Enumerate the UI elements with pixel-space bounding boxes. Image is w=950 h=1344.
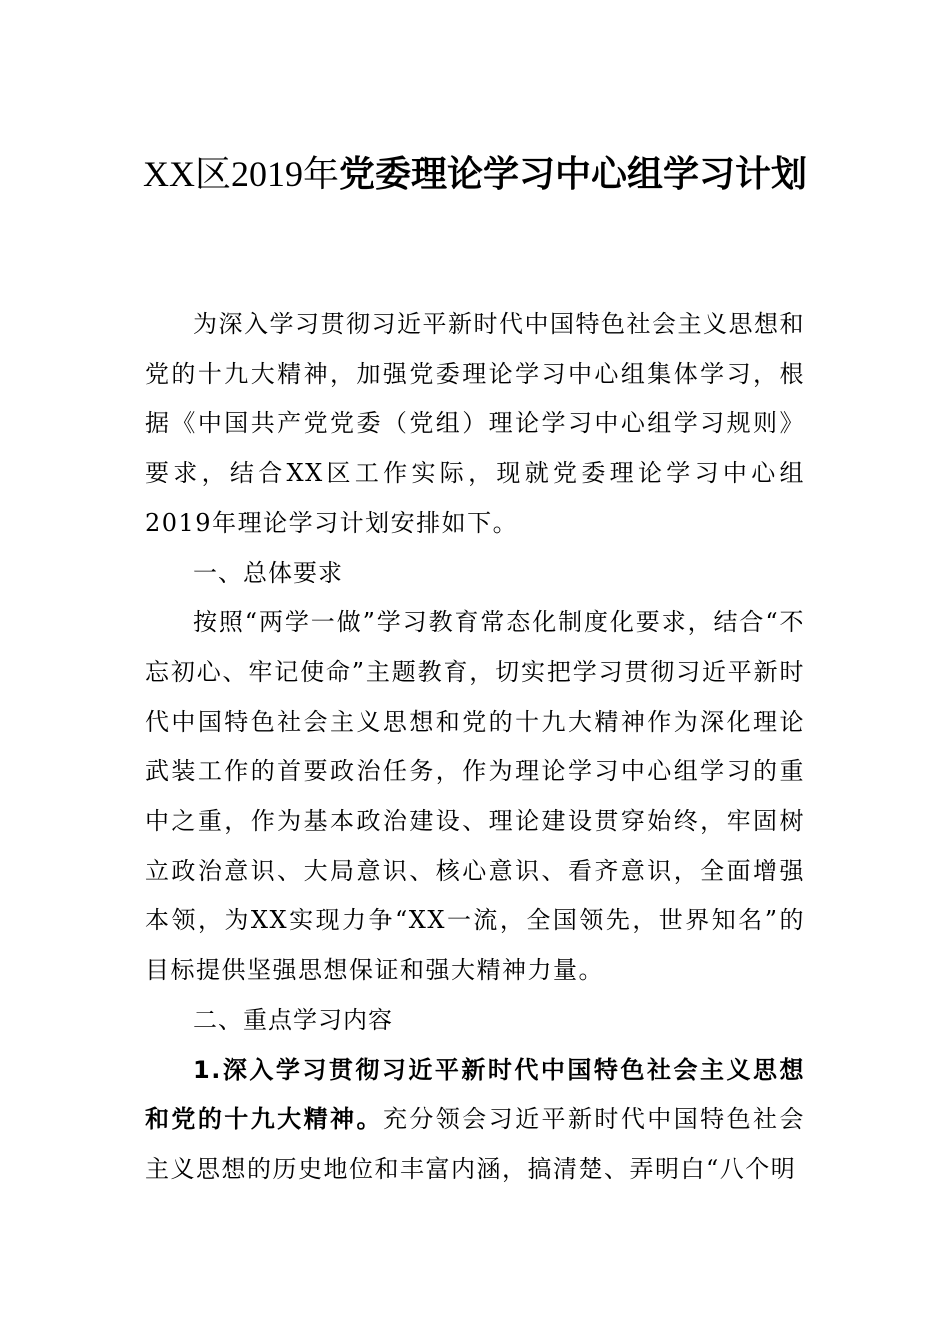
item-1-lead: 1.深入学习贯彻习近平新时代中国特色社会主义思想和党的十九大精神。 bbox=[145, 1055, 805, 1134]
title-main: 党委理论学习中心组学习计划 bbox=[338, 154, 807, 195]
document-body bbox=[145, 300, 805, 1195]
key-content-item-1 bbox=[145, 1046, 805, 1195]
document-title bbox=[140, 148, 810, 201]
section-heading-general-requirements: 一、总体要求 bbox=[193, 558, 343, 587]
section-heading-key-content: 二、重点学习内容 bbox=[193, 1005, 393, 1034]
item-1-text: 充分领会习近平新时代中国特色社会主义思想的历史地位和丰富内涵，搞清楚、弄明白“八个明 bbox=[145, 1105, 805, 1183]
title-prefix: XX区2019年 bbox=[142, 154, 339, 194]
intro-paragraph: 为深入学习贯彻习近平新时代中国特色社会主义思想和党的十九大精神，加强党委理论学习中心组集体学习，根据《中国共产党党委（党组）理论学习中心组学习规则》要求，结合XX区工作实际，现就党委理论学习中心组2019年理论学习计划安排如下。 bbox=[145, 310, 805, 537]
general-requirements-paragraph: 按照“两学一做”学习教育常态化制度化要求，结合“不忘初心、牢记使命”主题教育，切实把学习贯彻习近平新时代中国特色社会主义思想和党的十九大精神作为深化理论武装工作的首要政治任务，作为理论学习中心组学习的重中之重，作为基本政治建设、理论建设贯穿始终，牢固树立政治意识、大局意识、核心意识、看齐意识，全面增强本领，为XX实现力争“XX一流，全国领先，世界知名”的目标提供坚强思想保证和强大精神力量。 bbox=[145, 608, 805, 985]
